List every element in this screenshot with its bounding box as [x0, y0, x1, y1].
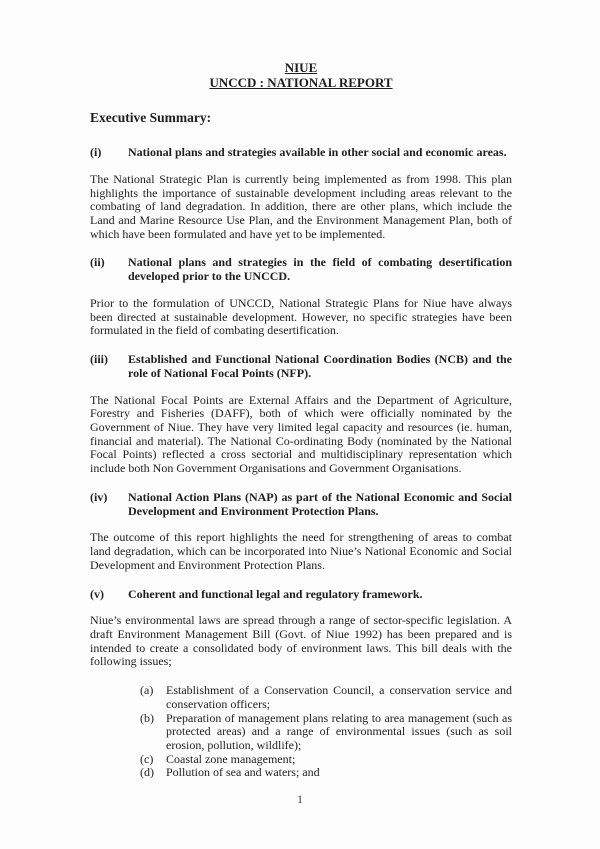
section-number: (i) [90, 145, 102, 159]
list-item-marker: (c) [140, 751, 154, 766]
section-heading [90, 256, 512, 284]
executive-summary-heading: Executive Summary: [90, 110, 212, 125]
list-item-text: Establishment of a Conservation Council, a conservation service and conservation officers; [166, 683, 512, 711]
section-paragraph: Niue’s environmental laws are spread through a range of sector-specific legislation. A draft Environment Management Bill (Govt. of Niue 1992) has been prepared and is intended to create a consolidated body of environment laws. This bill deals with the following issues; [90, 613, 512, 669]
list-item-text: Pollution of sea and waters; and [166, 765, 320, 780]
section-ii [90, 256, 512, 338]
list-item [140, 684, 512, 711]
section-number: (v) [90, 586, 104, 601]
section-number: (iv) [90, 489, 108, 504]
section-i [90, 146, 512, 241]
section-heading-text: Coherent and functional legal and regulatory framework. [128, 586, 423, 601]
section-paragraph: The outcome of this report highlights the need for strengthening of areas to combat land degradation, which can be incorporated into Niue’s National Economic and Social Development and Environment Protection Plans. [90, 530, 512, 572]
document-title-line1: NIUE [284, 60, 318, 75]
section-heading-text: National Action Plans (NAP) as part of the National Economic and Social Development and Environment Protection Plans. [128, 489, 512, 518]
list-item [140, 712, 512, 753]
section-heading [90, 353, 512, 381]
section-v [90, 588, 512, 670]
list-item-text: Coastal zone management; [166, 751, 296, 766]
section-number: (iii) [90, 352, 108, 367]
section-heading [90, 491, 512, 519]
list-item-marker: (d) [140, 765, 154, 780]
section-iv [90, 491, 512, 573]
list-item [140, 753, 512, 767]
section-number: (ii) [90, 255, 105, 270]
list-item-marker: (b) [140, 710, 154, 725]
section-heading-text: Established and Functional National Coordination Bodies (NCB) and the role of National Focal Points (NFP). [128, 352, 512, 380]
list-item [140, 766, 512, 780]
document-title [90, 60, 512, 90]
section-paragraph: Prior to the formulation of UNCCD, National Strategic Plans for Niue have always been directed at sustainable development. However, no specific strategies have been formulated in the field of combating desertification. [90, 295, 512, 338]
section-paragraph: The National Strategic Plan is currently being implemented as from 1998. This plan highlights the importance of sustainable development including areas relevant to the combating of land degradation. In addition, there are other plans, which include the Land and Marine Resource Use Plan, and the Environment Management Plan, both of which have been formulated and have yet to be implemented. [90, 171, 512, 241]
page-number: 1 [297, 792, 303, 806]
section-heading [90, 588, 512, 602]
issues-list [140, 684, 512, 780]
document-title-line2: UNCCD : NATIONAL REPORT [209, 75, 393, 90]
list-item-marker: (a) [140, 683, 154, 698]
section-heading [90, 146, 512, 160]
section-heading-text: National plans and strategies in the field of combating desertification developed prior to the UNCCD. [128, 255, 512, 284]
section-paragraph: The National Focal Points are External Affairs and the Department of Agriculture, Forestry and Fisheries (DAFF), both of which were officially nominated by the Government of Niue. They have very limited legal capacity and resources (ie. human, financial and material). The National Co-ordinating Body (nominated by the National Focal Points) reflected a cross sectorial and multidisciplinary representation which include both Non Government Organisations and Government Organisations. [90, 392, 512, 476]
section-heading-text: National plans and strategies available in other social and economic areas. [128, 145, 507, 159]
section-iii [90, 353, 512, 476]
list-item-text: Preparation of management plans relating to area management (such as protected areas) and a range of environmental issues (such as soil erosion, pollution, wildlife); [166, 710, 512, 752]
